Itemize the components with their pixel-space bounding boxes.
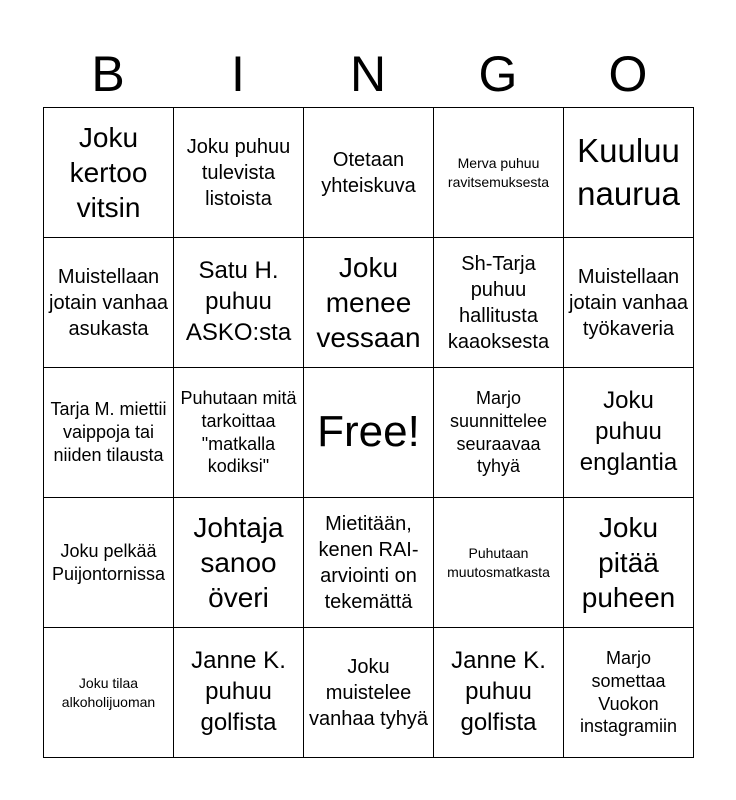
bingo-cell[interactable]: Joku muistelee vanhaa tyhyä [304,628,434,758]
bingo-cell[interactable]: Joku pitää puheen [564,498,694,628]
bingo-cell[interactable]: Puhutaan muutosmatkasta [434,498,564,628]
board-row-2 [44,238,694,368]
bingo-cell[interactable]: Marjo suunnittelee seuraavaa tyhyä [434,368,564,498]
bingo-cell[interactable]: Johtaja sanoo över​i [174,498,304,628]
bingo-cell[interactable]: Joku kertoo vitsin [44,108,174,238]
bingo-cell[interactable]: Merva puhuu ravitsemuksesta [434,108,564,238]
bingo-cell[interactable]: Kuuluu naurua [564,108,694,238]
board-row-1 [44,108,694,238]
bingo-header [43,40,693,108]
header-letter-o: O [608,46,648,102]
board-row-3 [44,368,694,498]
bingo-cell[interactable]: Tarja M. miettii vaippoja tai niiden tilausta [44,368,174,498]
bingo-cell[interactable]: Muistellaan jotain vanhaa työkaveria [564,238,694,368]
header-letter-b: B [91,46,125,102]
bingo-cell[interactable]: Mietitään, kenen RAI-arviointi on tekemättä [304,498,434,628]
bingo-cell[interactable]: Joku pelkää Puijontornissa [44,498,174,628]
bingo-cell[interactable]: Janne K. puhuu golfista [434,628,564,758]
board-row-4 [44,498,694,628]
header-letter-n: N [349,46,387,102]
header-letter-i: I [231,46,245,102]
bingo-cell[interactable]: Marjo somettaa Vuokon instagramiin [564,628,694,758]
bingo-cell[interactable]: Janne K. puhuu golfista [174,628,304,758]
bingo-cell[interactable]: Puhutaan mitä tarkoittaa "matkalla kodiksi" [174,368,304,498]
free-space-cell[interactable]: Free! [304,368,434,498]
bingo-cell[interactable]: Muistellaan jotain vanhaa asukasta [44,238,174,368]
bingo-cell[interactable]: Satu H. puhuu ASKO:sta [174,238,304,368]
bingo-cell[interactable]: Joku puhuu englantia [564,368,694,498]
bingo-cell[interactable]: Sh-Tarja puhuu hallitusta kaaoksesta [434,238,564,368]
bingo-cell[interactable]: Joku menee vessaan [304,238,434,368]
bingo-board [43,107,694,758]
bingo-cell[interactable]: Otetaan yhteiskuva [304,108,434,238]
bingo-cell[interactable]: Joku puhuu tulevista listoista [174,108,304,238]
board-row-5 [44,628,694,758]
header-letter-g: G [478,46,518,102]
bingo-cell[interactable]: Joku tilaa alkoholijuoman [44,628,174,758]
